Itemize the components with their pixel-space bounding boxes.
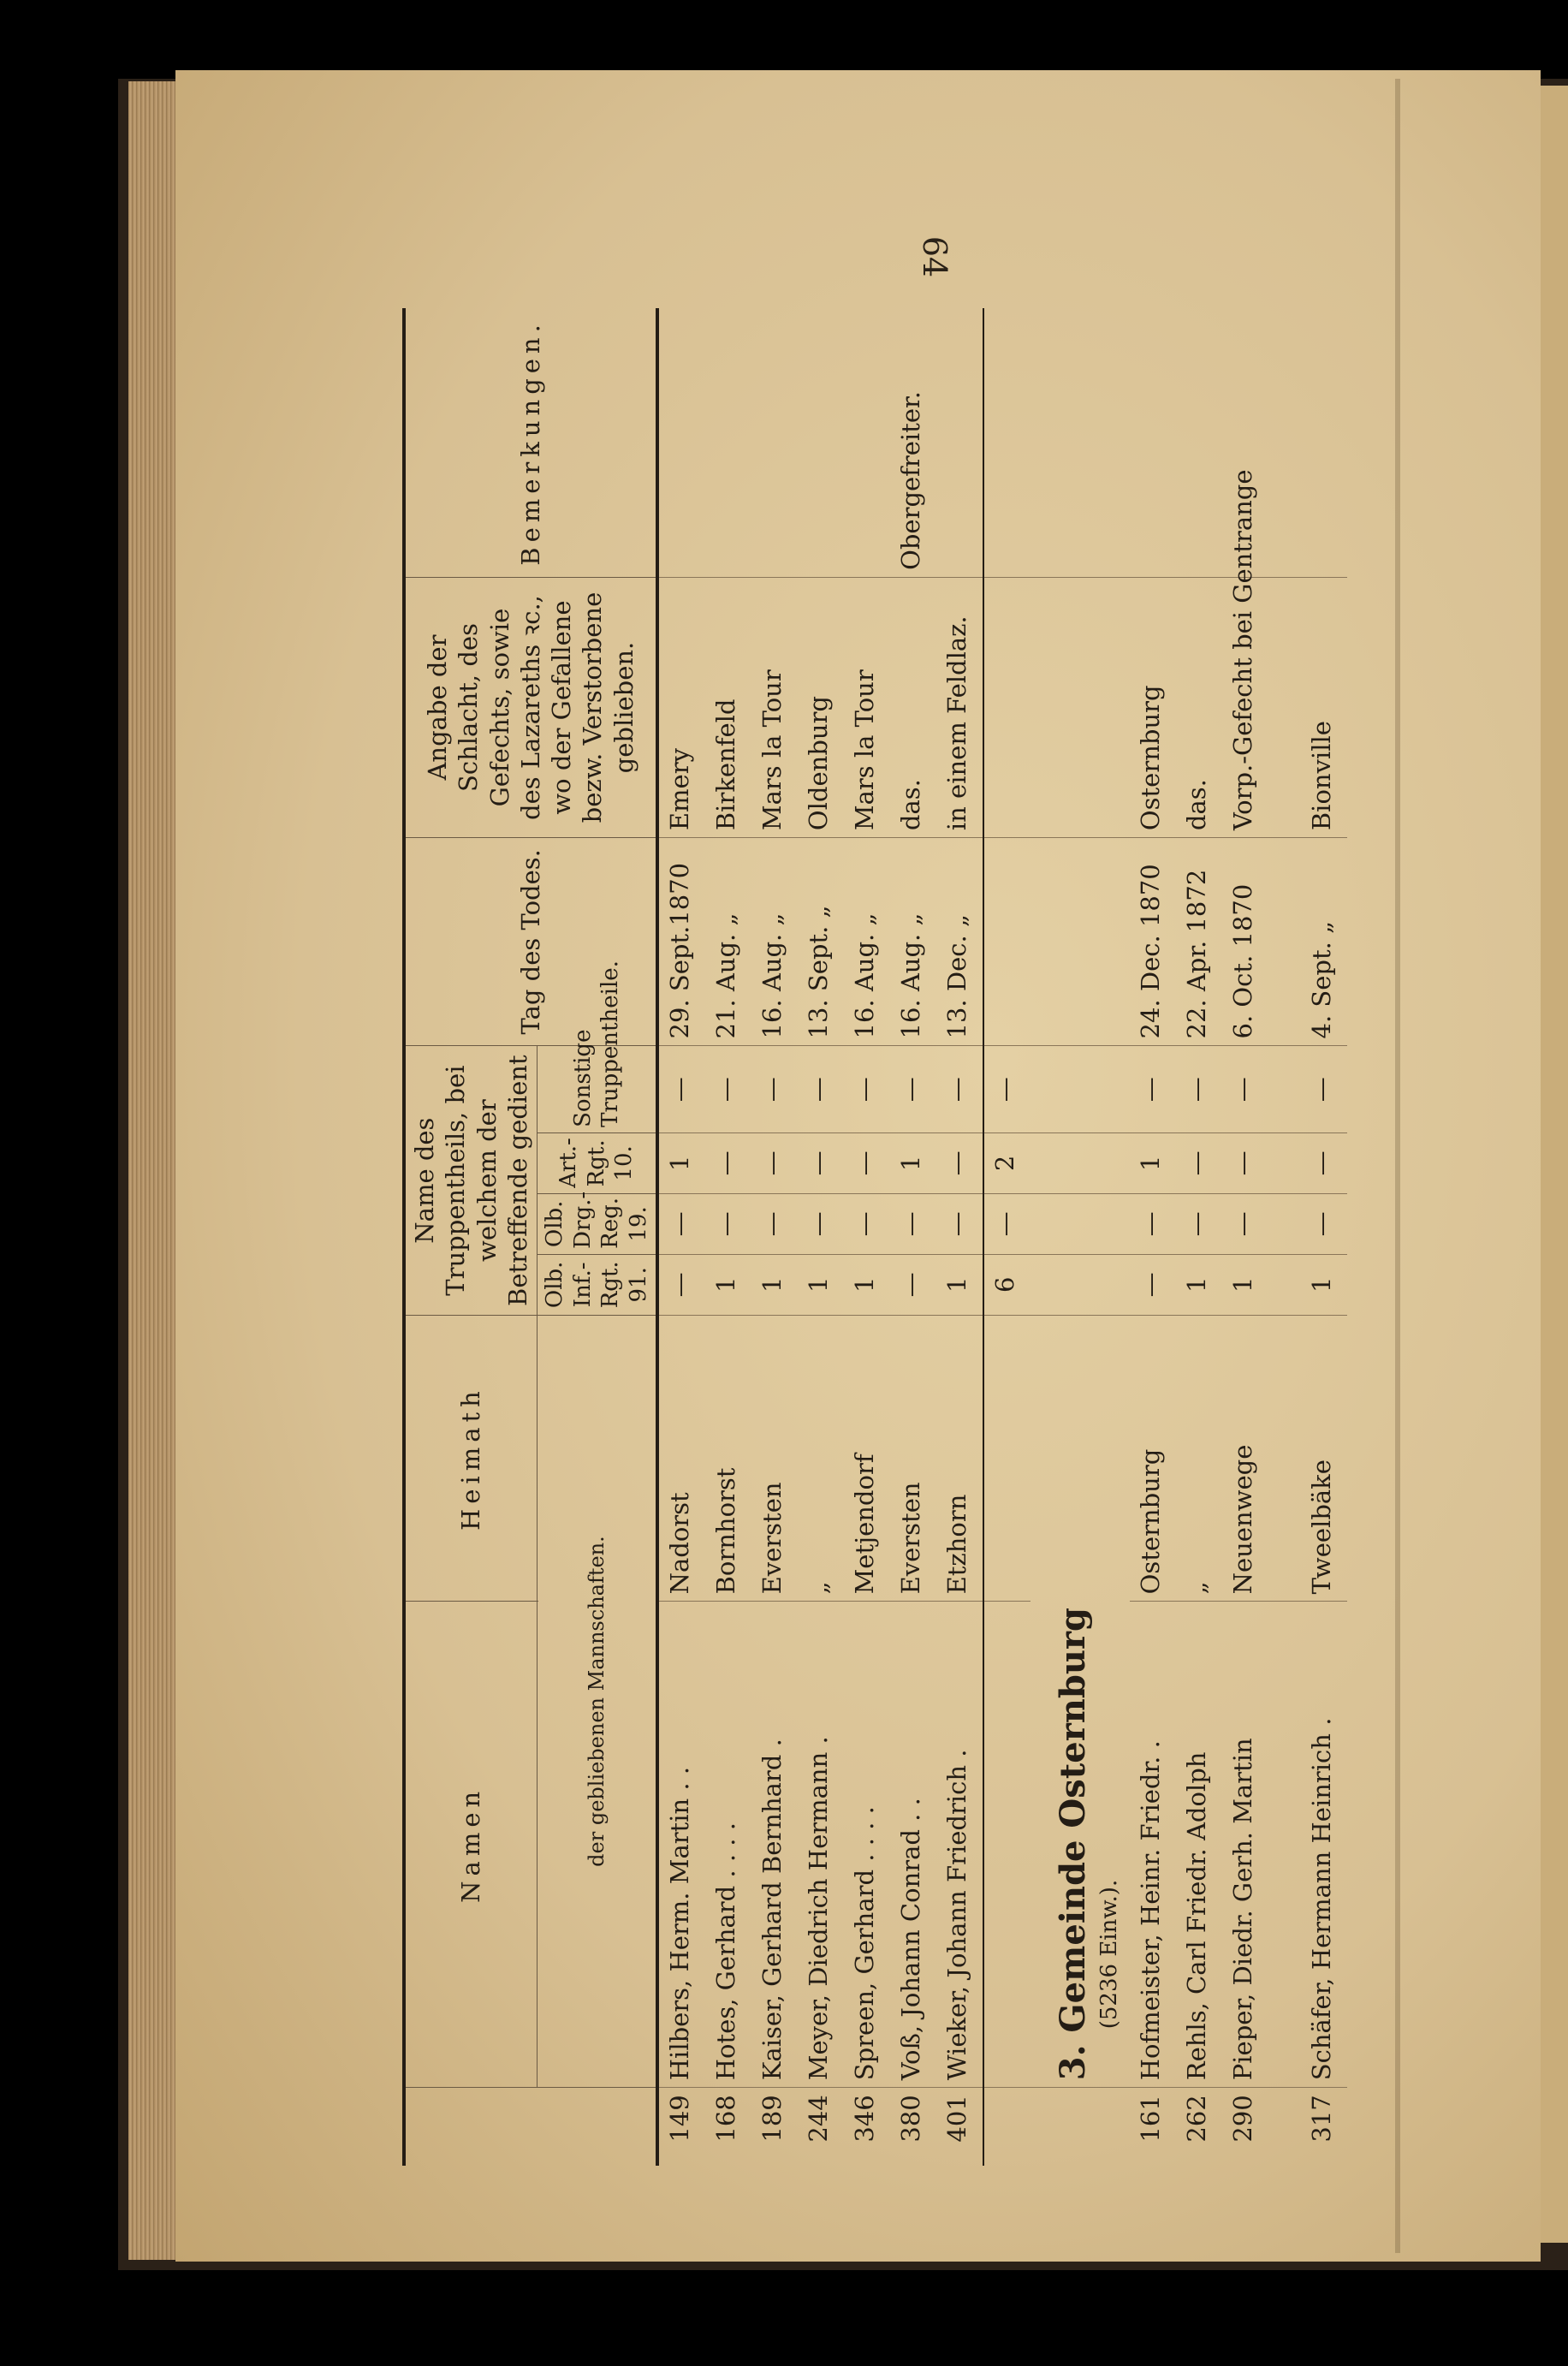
row-unit-1: 1 [844, 1254, 890, 1315]
header-unit-3: Art.-Rgt. 10. [538, 1132, 658, 1193]
table-row [657, 308, 705, 2166]
row-date: 13. Dec. „ [936, 838, 983, 1046]
row-number: 290 [1227, 2095, 1257, 2143]
row-unit-1: 1 [936, 1254, 983, 1315]
row-number: 189 [757, 2095, 787, 2143]
row-place: Vorp.-Gefecht bei Gentrange [1222, 577, 1268, 837]
table-row [890, 308, 936, 2166]
row-date: 16. Aug. „ [751, 838, 798, 1046]
row-number: 346 [850, 2095, 879, 2143]
row-unit-3: — [1222, 1132, 1268, 1193]
row-number: 244 [804, 2095, 833, 2143]
row-remarks [705, 308, 751, 577]
table-row [844, 308, 890, 2166]
section-title: 3. Gemeinde Osternburg [1053, 1608, 1093, 2081]
row-unit-2: — [1130, 1193, 1176, 1254]
row-date: 16. Aug. „ [844, 838, 890, 1046]
total-unit-3: 2 [983, 1132, 1030, 1193]
row-unit-3: — [705, 1132, 751, 1193]
table-row [705, 308, 751, 2166]
header-number [404, 2088, 657, 2166]
rotated-table-container [402, 308, 1464, 2166]
row-unit-3: — [1301, 1132, 1347, 1193]
table-row [1301, 308, 1347, 2166]
row-date: 24. Dec. 1870 [1130, 838, 1176, 1046]
header-unit-4: Sonstige Truppentheile. [538, 1046, 658, 1132]
row-remarks: Obergefreiter. [890, 308, 936, 577]
table-row [798, 308, 844, 2166]
row-place: Mars la Tour [751, 577, 798, 837]
row-unit-3: 1 [657, 1132, 705, 1193]
row-name: Hotes, Gerhard . . . . [705, 1602, 751, 2088]
row-unit-2: — [1176, 1193, 1222, 1254]
row-home: Eversten [751, 1315, 798, 1602]
header-place: Angabe der Schlacht, des Gefechts, sowie des Lazareths ꝛc., wo der Gefallene bezw. Verstorbene geblieben. [404, 577, 657, 837]
row-place: Birkenfeld [705, 577, 751, 837]
row-unit-2: — [936, 1193, 983, 1254]
row-unit-2: — [705, 1193, 751, 1254]
row-home: Osternburg [1130, 1315, 1176, 1602]
row-unit-4: — [705, 1046, 751, 1132]
row-unit-1: 1 [705, 1254, 751, 1315]
next-page-edge [1541, 86, 1568, 2243]
row-unit-4: — [1130, 1046, 1176, 1132]
row-unit-3: — [798, 1132, 844, 1193]
row-unit-2: — [657, 1193, 705, 1254]
header-date: Tag des Todes. [404, 838, 657, 1046]
row-date: 22. Apr. 1872 [1176, 838, 1222, 1046]
row-place: in einem Feldlaz. [936, 577, 983, 837]
row-unit-3: 1 [890, 1132, 936, 1193]
row-name: Hofmeister, Heinr. Friedr. . [1130, 1602, 1176, 2088]
row-number: 149 [665, 2095, 694, 2143]
row-place: Oldenburg [798, 577, 844, 837]
row-unit-2: — [844, 1193, 890, 1254]
table-row [751, 308, 798, 2166]
row-unit-2: — [798, 1193, 844, 1254]
row-place: das. [890, 577, 936, 837]
row-unit-2: — [1301, 1193, 1347, 1254]
row-home: Nadorst [657, 1315, 705, 1602]
total-unit-2: — [983, 1193, 1030, 1254]
row-date: 29. Sept.1870 [657, 838, 705, 1046]
row-remarks [1176, 308, 1222, 577]
header-home: Heimath [404, 1315, 538, 1602]
row-unit-4: — [1222, 1046, 1268, 1132]
row-unit-3: 1 [1130, 1132, 1176, 1193]
header-unit-2: Olb. Drg.-Reg. 19. [538, 1193, 658, 1254]
header-unit-group: Name des Truppentheils, bei welchem der Betreffende gedient [404, 1046, 538, 1315]
row-unit-3: — [751, 1132, 798, 1193]
row-unit-1: — [890, 1254, 936, 1315]
row-unit-2: — [751, 1193, 798, 1254]
row-remarks [844, 308, 890, 577]
row-home: „ [1176, 1315, 1222, 1602]
row-remarks [657, 308, 705, 577]
table-body-a [657, 308, 1347, 2166]
row-unit-1: 1 [751, 1254, 798, 1315]
row-number: 317 [1306, 2095, 1336, 2143]
row-unit-4: — [1301, 1046, 1347, 1132]
row-unit-1: 1 [1301, 1254, 1347, 1315]
row-home: Metjendorf [844, 1315, 890, 1602]
row-remarks [798, 308, 844, 577]
row-unit-3: — [936, 1132, 983, 1193]
row-date: 6. Oct. 1870 [1222, 838, 1268, 1046]
row-unit-4: — [844, 1046, 890, 1132]
header-sublabel: der gebliebenen Mannschaften. [538, 1315, 658, 2087]
row-place: Osternburg [1130, 577, 1176, 837]
row-place: Bionville [1301, 577, 1347, 837]
row-home: Tweelbäke [1301, 1315, 1347, 1602]
row-date: 21. Aug. „ [705, 838, 751, 1046]
row-remarks [1301, 308, 1347, 577]
row-name: Spreen, Gerhard . . . . [844, 1602, 890, 2088]
row-place: Mars la Tour [844, 577, 890, 837]
page-number: 64 [916, 235, 954, 278]
row-number: 380 [896, 2095, 925, 2143]
row-number: 401 [942, 2095, 971, 2143]
row-unit-1: — [1130, 1254, 1176, 1315]
row-date: 13. Sept. „ [798, 838, 844, 1046]
row-unit-4: — [657, 1046, 705, 1132]
row-name: Hilbers, Herm. Martin . . [657, 1602, 705, 2088]
row-unit-1: 1 [1222, 1254, 1268, 1315]
row-unit-1: — [657, 1254, 705, 1315]
row-date: 4. Sept. „ [1301, 838, 1347, 1046]
row-date: 16. Aug. „ [890, 838, 936, 1046]
row-remarks [1130, 308, 1176, 577]
row-unit-4: — [751, 1046, 798, 1132]
row-unit-3: — [844, 1132, 890, 1193]
header-name: Namen [404, 1602, 538, 2088]
row-unit-2: — [890, 1193, 936, 1254]
row-home: Neuenwege [1222, 1315, 1268, 1602]
row-unit-4: — [890, 1046, 936, 1132]
row-unit-1: 1 [1176, 1254, 1222, 1315]
row-place: Emery [657, 577, 705, 837]
header-remarks: Bemerkungen. [404, 308, 657, 577]
row-name: Rehls, Carl Friedr. Adolph [1176, 1602, 1222, 2088]
casualty-table [402, 308, 1347, 2166]
table-row [1176, 308, 1222, 2166]
row-home: „ [798, 1315, 844, 1602]
row-home: Etzhorn [936, 1315, 983, 1602]
row-name: Voß, Johann Conrad . . [890, 1602, 936, 2088]
row-name: Schäfer, Hermann Heinrich . [1301, 1602, 1347, 2088]
section-header [1030, 308, 1130, 2166]
row-unit-4: — [1176, 1046, 1222, 1132]
row-unit-2: — [1222, 1193, 1268, 1254]
table-row [936, 308, 983, 2166]
row-unit-4: — [936, 1046, 983, 1132]
row-unit-3: — [1176, 1132, 1222, 1193]
table-row [1130, 308, 1176, 2166]
totals-row [983, 308, 1030, 2166]
row-name: Meyer, Diedrich Hermann . [798, 1602, 844, 2088]
row-home: Bornhorst [705, 1315, 751, 1602]
row-remarks [751, 308, 798, 577]
row-name: Kaiser, Gerhard Bernhard . [751, 1602, 798, 2088]
row-number: 262 [1181, 2095, 1211, 2143]
row-number: 161 [1135, 2095, 1165, 2143]
row-place: das. [1176, 577, 1222, 837]
total-unit-1: 6 [983, 1254, 1030, 1315]
section-subtitle: (5236 Einw.). [1096, 1879, 1122, 2030]
total-unit-4: — [983, 1046, 1030, 1132]
row-number: 168 [711, 2095, 740, 2143]
table-row [1222, 308, 1268, 2166]
row-remarks [936, 308, 983, 577]
row-unit-1: 1 [798, 1254, 844, 1315]
header-unit-1: Olb. Inf.-Rgt. 91. [538, 1254, 658, 1315]
row-name: Wieker, Johann Friedrich . [936, 1602, 983, 2088]
row-home: Eversten [890, 1315, 936, 1602]
row-name: Pieper, Diedr. Gerh. Martin [1222, 1602, 1268, 2088]
row-unit-4: — [798, 1046, 844, 1132]
